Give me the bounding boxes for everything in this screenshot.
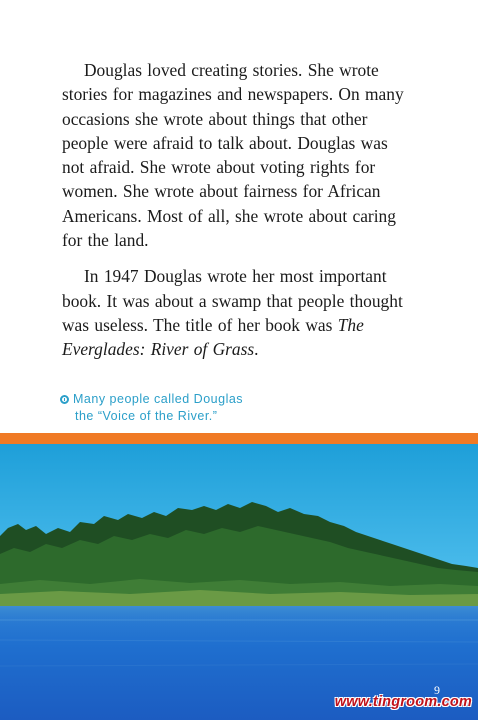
paragraph-2-text: In 1947 Douglas wrote her most important book. It was about a swamp that people thought was useless. The title of her book was	[62, 266, 403, 335]
photo-caption	[60, 391, 300, 425]
body-text	[62, 58, 412, 362]
paragraph-2	[62, 264, 412, 361]
page-number: 9	[434, 683, 440, 697]
info-circle-icon	[60, 395, 69, 404]
caption-line-2: the “Voice of the River.”	[75, 409, 218, 423]
book-title: The Everglades: River of Grass	[62, 314, 364, 360]
paragraph-1	[62, 58, 412, 252]
caption-line-1: Many people called Douglas	[73, 392, 244, 406]
orange-divider-bar	[0, 433, 478, 444]
everglades-photo	[0, 444, 478, 720]
paragraph-2-end: .	[254, 339, 259, 360]
watermark: www.tingroom.com	[334, 694, 472, 710]
paragraph-1-text: Douglas loved creating stories. She wrote stories for magazines and newspapers. On many occasions she wrote about things that other people were afraid to talk about. Douglas was not afraid. She wrote about voting rights for women. She wrote about fairness for African Americans. Most of all, she wrote about caring for the land.	[62, 60, 404, 251]
